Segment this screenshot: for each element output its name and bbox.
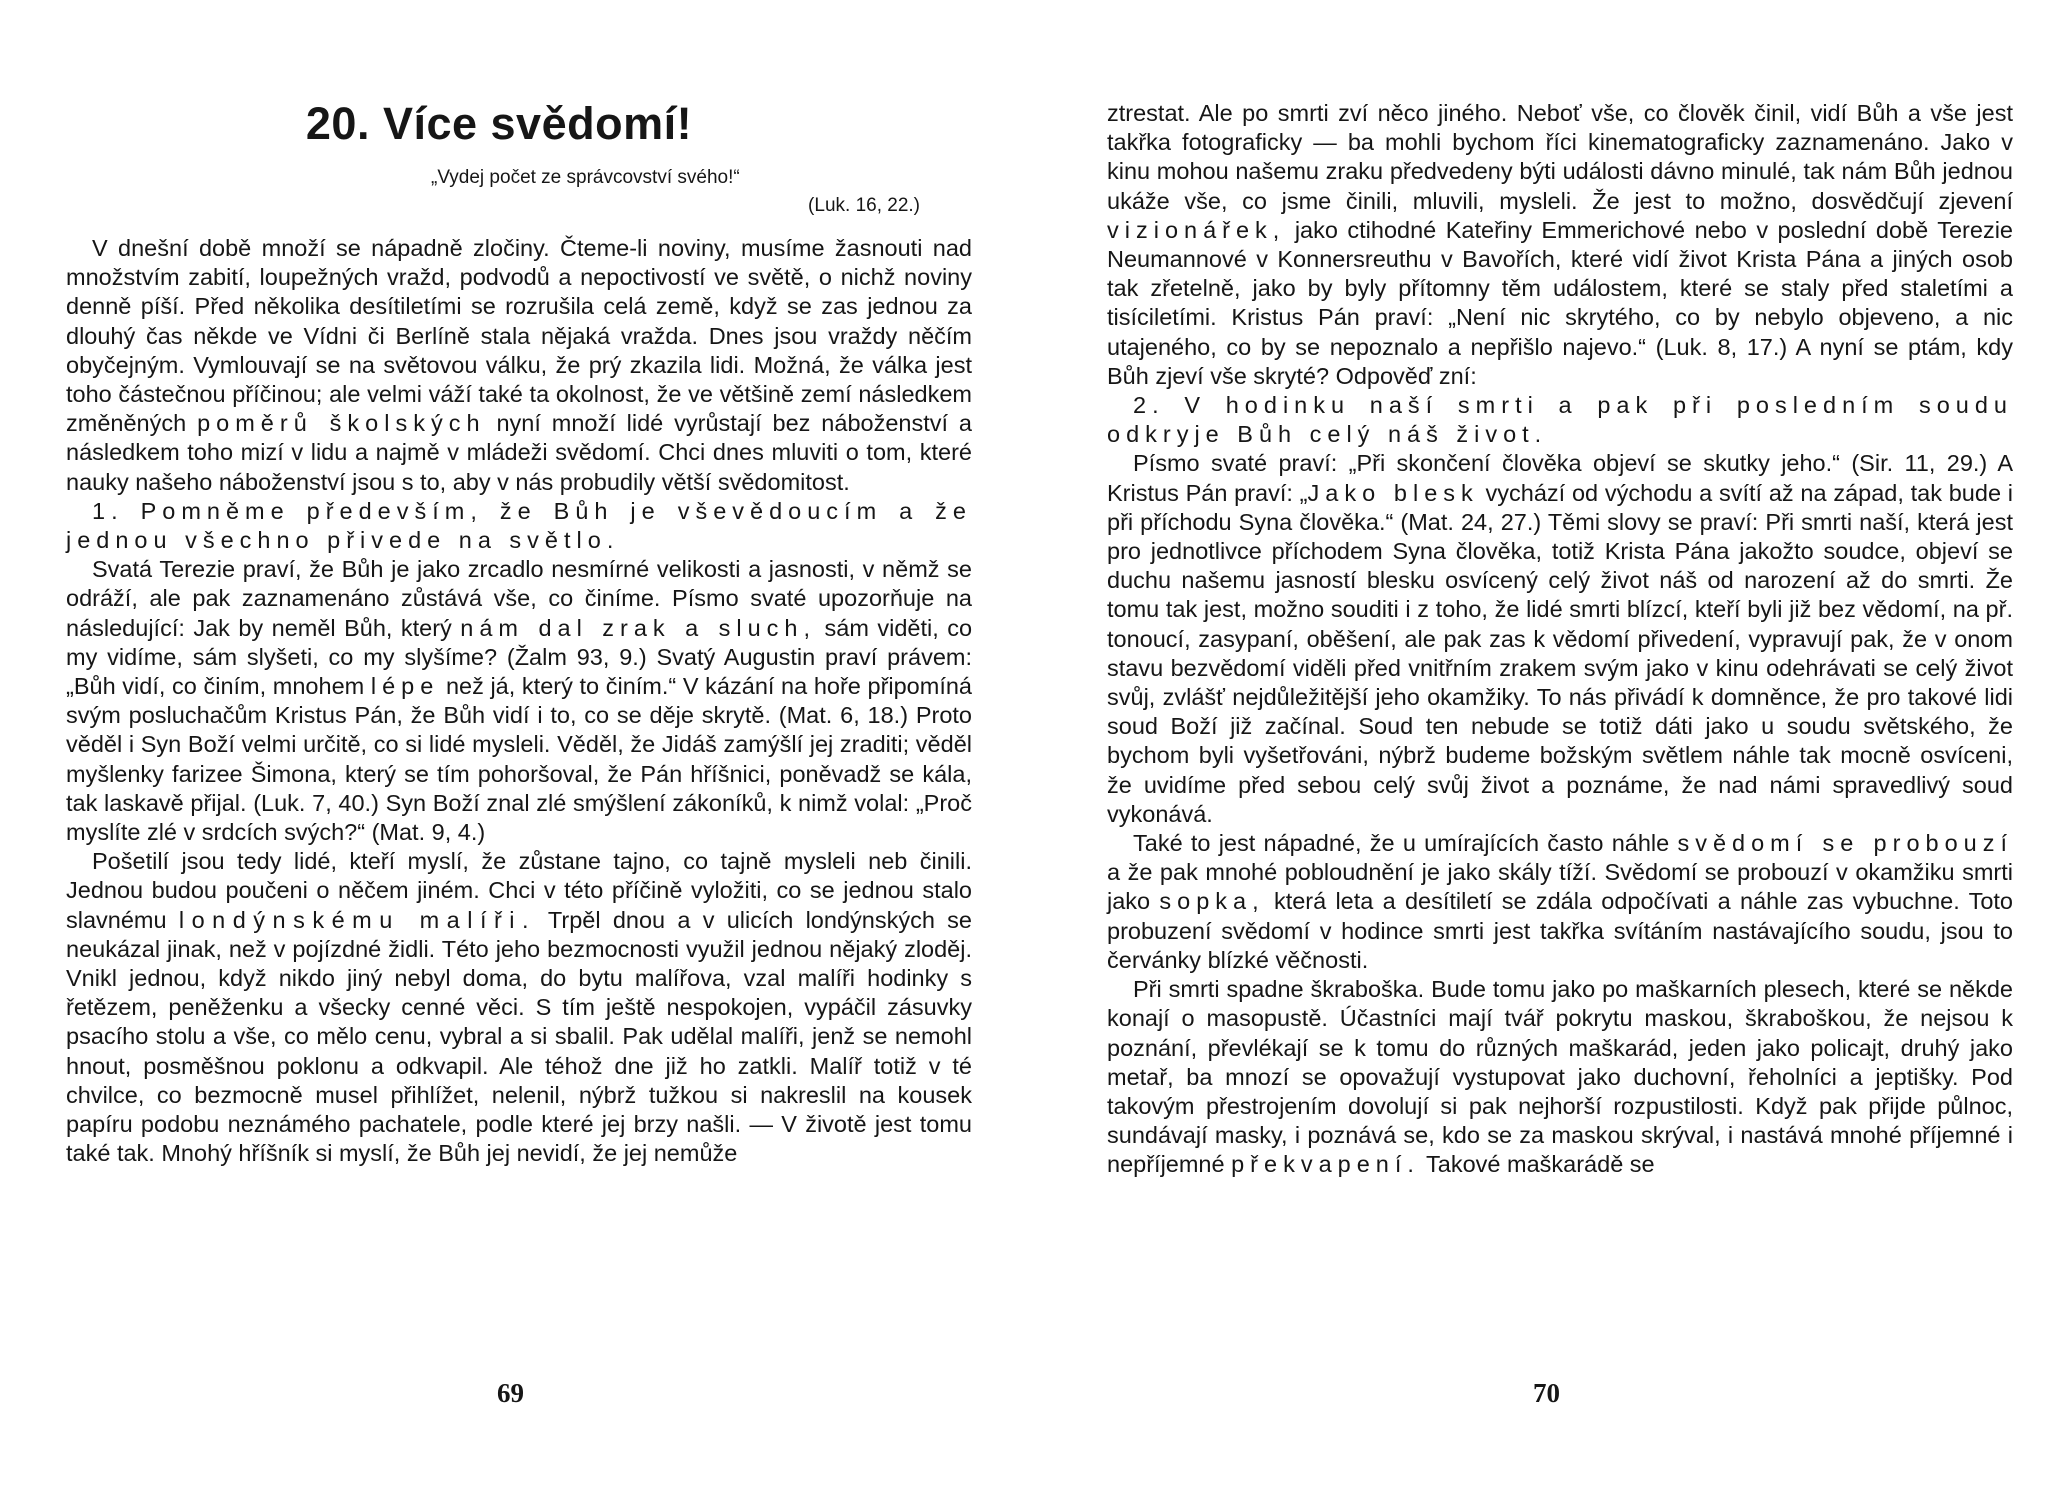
paragraph-conscience — [1107, 829, 2013, 975]
emphasis-text: Jako blesk — [1307, 479, 1479, 506]
emphasis-text: londýnskému malíři. — [178, 906, 537, 933]
paragraph-text: Svatá Terezie praví, že Bůh je jako zrcadlo nesmírné velikosti a jasnosti, v němž se odráží, ale pak zaznamenáno zůstává vše, co činíme. Písmo svaté upozorňuje na následující: Jak by neměl Bůh, který — [66, 556, 972, 641]
paragraph-text: Takové maškarádě se — [1426, 1151, 1655, 1178]
paragraph-text: než já, který to činím.“ V kázání na hoře připomíná svým posluchačům Kristus Pán, že Bůh vidí i to, co se děje skrytě. (Mat. 6, 18.) Proto věděl i Syn Boží velmi určitě, co si lidé mysleli. Věděl, že Jidáš zamýšlí jej zraditi; věděl myšlenky farizee Šimona, který se tím pohoršoval, že Pán hříšnici, poněvadž se kála, tak laskavě přijal. (Luk. 7, 40.) Syn Boží znal zlé smýšlení zákoníků, k nimž volal: „Proč myslíte zlé v srdcích svých?“ (Mat. 9, 4.) — [66, 673, 972, 846]
emphasis-text: vizionářek, — [1107, 216, 1286, 243]
emphasis-text: překvapení. — [1231, 1151, 1420, 1178]
paragraph-text: Při smrti spadne škraboška. Bude tomu jako po maškarních plesech, které se někde konají o masopustě. Účastníci mají tvář pokrytu maskou, škraboškou, že nejsou k poznání, převlékají se k tomu do různých maškarád, jeden jako policajt, druhý jako metař, ba mnozí se opovažují vystupovat jako duchovní, řeholníci a jeptišky. Pod takovým přestrojením dovolují si pak nejhorší rozpustilosti. Když pak přijde půlnoc, sundávají masky, i poznává se, kdo se za maskou skrýval, i nastává mnohé příjemné i nepříjemné — [1107, 976, 2013, 1178]
paragraph-masquerade — [1107, 975, 2013, 1179]
page-number: 70 — [1533, 1378, 1560, 1408]
emphasis-text: lépe — [370, 673, 440, 700]
epigraph — [66, 164, 972, 220]
paragraph-terezie — [66, 555, 972, 847]
paragraph-intro-text: V dnešní době množí se nápadně zločiny. Čteme-li noviny, musíme žasnouti nad množstvím zabití, loupežných vražd, podvodů a nepoctivostí ve světě, o nichž noviny denně píší. Před několika desítiletími se rozrušila celá země, když se zas jednou za dlouhý čas někde ve Vídni či Berlíně stala nějaká vražda. Dnes jsou vraždy něčím obyčejným. Vymlouvají se na světovou válku, že prý zkazila lidi. Možná, že válka jest toho částečnou příčinou; ale velmi váží také ta okolnost, že ve většině zemí následkem změněných — [66, 235, 972, 437]
paragraph-text: ztrestat. Ale po smrti zví něco jiného. Neboť vše, co člověk činil, vidí Bůh a vše jest takřka fotograficky — ba mohli bychom říci kinematograficky zaznamenáno. Jako v kinu mohou našemu zraku předvedeny býti události dávno minulé, tak nám Bůh jednou ukáže vše, co jsme činili, mluvili, mysleli. Že jest to možno, dosvědčují zjevení — [1107, 100, 2013, 214]
paragraph-intro-text-cont: nyní množí lidé vyrůstají bez náboženství a následkem toho mizí v lidu a najmě v mládeži svědomí. Chci dnes mluviti o tom, které nauky našeho náboženství jsou s to, aby v nás probudily větší svědomitost. — [66, 410, 972, 495]
emphasis-text: nám dal zrak a sluch, — [460, 614, 817, 641]
emphasis-text: sopka, — [1159, 888, 1265, 915]
paragraph-text: Trpěl dnou a v ulicích londýnských se neukázal jinak, než v pojízdné židli. Této jeho bezmocnosti využil jednou nějaký zloděj. Vnikl jednou, když nikdo jiný nebyl doma, do bytu malířova, vzal malíři hodinky s řetězem, peněženku a všecky cenné věci. S tím ještě nespokojen, vypáčil zásuvky psacího stolu a vše, co mělo cenu, vybral a si sbalil. Pak udělal malíři, jenž se nemohl hnout, posměšnou poklonu a odkvapil. Ale téhož dne již ho zatkli. Malíř totiž v té chvilce, co bezmocně musel přihlížet, nelenil, nýbrž tužkou si nakreslil na kousek papíru podobu neznámého pachatele, podle které jej brzy našli. — V životě jest tomu také tak. Mnohý hříšník si myslí, že Bůh jej nevidí, že jej nemůže — [66, 906, 972, 1167]
paragraph-text: jako ctihodné Kateřiny Emmerichové nebo v poslední době Terezie Neumannové v Konnersreuthu v Bavořích, které vidí život Krista Pána a jiných osob tak zřetelně, jako by byly přítomny těm událostem, které se staly před staletími a tisíciletími. Kristus Pán praví: „Není nic skrytého, co by nebylo objeveno, a nic utajeného, co by se nepoznalo a nepřišlo najevo.“ (Luk. 8, 17.) A nyní se ptám, kdy Bůh zjeví vše skryté? Odpověď zní: — [1107, 216, 2013, 389]
paragraph-text: Písmo svaté praví: „Při skončení člověka objeví se skutky jeho.“ (Sir. 11, 29.) A Kristus Pán praví: „ — [1107, 450, 2013, 506]
paragraph-text: Pošetilí jsou tedy lidé, kteří myslí, že zůstane tajno, co tajně mysleli neb činili. Jednou budou poučeni o něčem jiném. Chci v této příčině vyložiti, co se jednou stalo slavnému — [66, 848, 972, 933]
page-number: 69 — [497, 1378, 524, 1408]
emphasis-text: poměrů školských — [197, 410, 486, 437]
epigraph-reference: (Luk. 16, 22.) — [808, 195, 920, 216]
paragraph-text: a že pak mnohé pobloudnění je jako skály tíží. Svědomí se probouzí v okamžiku smrti jako — [1107, 859, 2013, 915]
paragraph-text: vychází od východu a svítí až na západ, tak bude i při příchodu Syna člověka.“ (Mat. 24, 27.) Těmi slovy se praví: Při smrti naší, která jest pro jednotlivce příchodem Syna člověka, totiž Krista Pána jakožto soudce, objeví se duchu našemu jasností blesku osvícený celý život náš od narození až do smrti. Že tomu tak jest, možno souditi i z toho, že lidé smrti blízcí, kteří byli již bez vědomí, na př. tonoucí, zasypaní, oběšení, ale pak zas k vědomí přivedení, vypravují pak, že v onom stavu bezvědomí viděli před vnitřním zrakem svým jako v kinu odehrávati se celý život svůj, zvlášť nejdůležitější jeho okamžiky. To nás přivádí k domněnce, že pro takové lidi soud Boží již začínal. Soud ten nebude se totiž dáti jako u soudu světského, že bychom byli vyšetřováni, nýbrž budeme božským světlem náhle tak mocně osvíceni, že uvidíme před sebou celý svůj život a poznáme, že nad námi spravedlivý soud vykonává. — [1107, 479, 2013, 827]
emphasis-text: svědomí se probouzí — [1677, 830, 2014, 857]
point-heading-1: 1. Pomněme především, že Bůh je vševědoucím a že jednou všechno přivede na světlo. — [66, 497, 972, 554]
right-page — [1025, 0, 2050, 1500]
paragraph-text: sám viděti, co my vidíme, sám slyšeti, co my slyšíme? (Žalm 93, 9.) Svatý Augustin praví právem: „Bůh vidí, co činím, mnohem — [66, 614, 973, 700]
paragraph-scripture — [1107, 449, 2013, 829]
epigraph-quote: „Vydej počet ze správcovství svého!“ — [431, 167, 740, 188]
paragraph-continuation — [1107, 99, 2013, 391]
paragraph-intro — [66, 234, 972, 497]
right-page-text — [1107, 0, 2013, 1180]
chapter-title: 20. Více svědomí! — [305, 98, 693, 149]
paragraph-text: Také to jest nápadné, že u umírajících často náhle — [1133, 830, 1670, 857]
paragraph-painter — [66, 847, 972, 1168]
point-heading-2: 2. V hodinku naší smrti a pak při posledním soudu odkryje Bůh celý náš život. — [1107, 392, 2013, 448]
left-page-text — [66, 0, 972, 1169]
paragraph-text: která leta a desítiletí se zdála odpočívati a náhle zas vybuchne. Toto probuzení svědomí v hodince smrti jest takřka svítáním nastávajícího soudu, jsou to červánky blízké věčnosti. — [1107, 888, 2014, 973]
